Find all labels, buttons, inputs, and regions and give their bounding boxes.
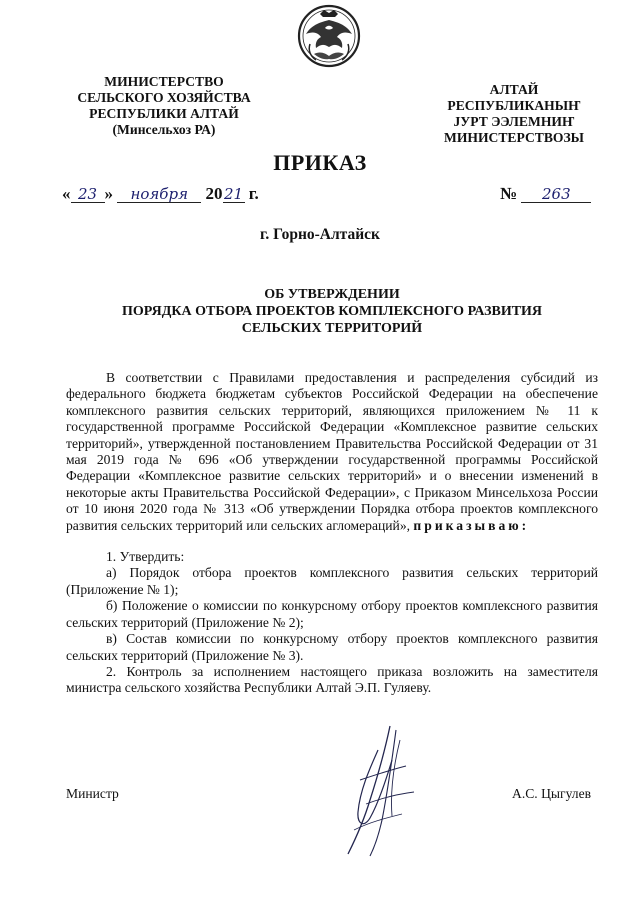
- preamble-text: В соответствии с Правилами предоставления и распределения субсидий из федерального бюджета бюджетам субъектов Российской Федерации на обеспечение комплексного развития сельских территорий, являющихся приложением № 11 к государственной программе Российской Федерации «Комплексное развитие сельских территорий», утвержденной постановлением Правительства Российской Федерации от 31 мая 2019 года № 696 «Об утверждении государственной программы Российской Федерации «Комплексное развитие сельских территорий» и о внесении изменений в некоторые акты Правительства Российской Федерации», с Приказом Минсельхоза России от 10 июня 2020 года № 313 «Об утверждении Порядка отбора проектов комплексного развития сельских территорий или сельских агломераций»,: [66, 370, 598, 533]
- item-1b: б) Положение о комиссии по конкурсному отбору проектов комплексного развития сельских территорий (Приложение № 2);: [66, 598, 598, 630]
- date-close-quote: »: [104, 184, 113, 203]
- header-line: ЈУРТ ЭЭЛЕМНИҤ: [453, 114, 575, 129]
- item-1c: в) Состав комиссии по конкурсному отбору проектов комплексного развития сельских территорий (Приложение № 3).: [66, 631, 598, 663]
- date-year-prefix: 20: [205, 184, 223, 203]
- order-date: [62, 184, 259, 204]
- item-1: 1. Утвердить:: [106, 549, 185, 565]
- republic-altai-emblem-icon: [296, 4, 362, 68]
- document-title: ПРИКАЗ: [273, 150, 367, 175]
- signatory-position: Министр: [66, 786, 119, 801]
- item-2: 2. Контроль за исполнением настоящего приказа возложить на заместителя министра сельского хозяйства Республики Алтай Э.П. Гуляеву.: [66, 663, 598, 696]
- date-open-quote: «: [62, 184, 71, 203]
- number-value: 263: [521, 186, 591, 203]
- date-day: 23: [71, 186, 105, 203]
- city: г. Горно-Алтайск: [260, 226, 380, 243]
- ministry-header-ru: [66, 74, 262, 138]
- header-line: СЕЛЬСКОГО ХОЗЯЙСТВА: [77, 90, 251, 105]
- header-line: (Минсельхоз РА): [112, 122, 216, 137]
- header-line: РЕСПУБЛИКАНЫҤ: [447, 98, 581, 113]
- date-month: ноября: [117, 186, 201, 203]
- ministry-header-altai: [414, 82, 614, 146]
- order-subject: [66, 286, 598, 337]
- header-line: АЛТАЙ: [489, 82, 539, 97]
- header-line: МИНИСТЕРСТВО: [104, 74, 224, 89]
- order-body: [66, 370, 598, 697]
- preamble-paragraph: [66, 370, 598, 534]
- date-year-suffix: 21: [223, 185, 244, 203]
- subject-line: СЕЛЬСКИХ ТЕРРИТОРИЙ: [241, 321, 423, 336]
- subject-line: ПОРЯДКА ОТБОРА ПРОЕКТОВ КОМПЛЕКСНОГО РАЗВИТИЯ: [121, 304, 543, 319]
- item-1a: а) Порядок отбора проектов комплексного развития сельских территорий (Приложение № 1);: [66, 565, 598, 597]
- header-line: МИНИСТЕРСТВОЗЫ: [443, 130, 585, 145]
- subject-line: ОБ УТВЕРЖДЕНИИ: [264, 287, 400, 302]
- header-line: РЕСПУБЛИКИ АЛТАЙ: [89, 106, 239, 121]
- handwritten-signature: [330, 720, 440, 860]
- date-year-unit: г.: [248, 184, 259, 203]
- number-label: №: [500, 184, 518, 203]
- signatory-name: А.С. Цыгулев: [512, 786, 592, 801]
- order-word: приказываю:: [413, 517, 530, 533]
- order-number: [500, 184, 591, 204]
